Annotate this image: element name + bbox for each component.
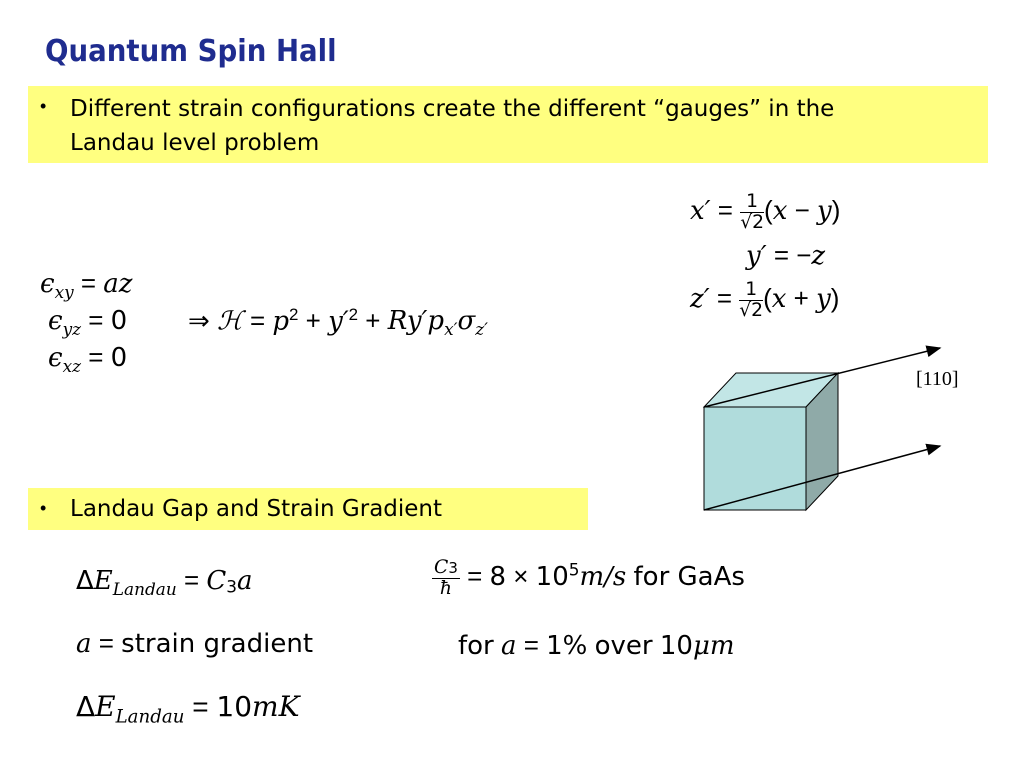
transform-x: x′ = $\frac{1}{√2}$ (x − y) bbox=[690, 191, 841, 233]
page-title: Quantum Spin Hall bbox=[45, 34, 337, 69]
transform-y: y′ = −z bbox=[746, 240, 826, 271]
crystal-cube-diagram bbox=[690, 340, 960, 520]
direction-label-110: [110] bbox=[916, 368, 959, 390]
length-value: 10 bbox=[659, 631, 693, 661]
strain-gradient-text: strain gradient bbox=[121, 629, 314, 659]
bullet-dot-1: • bbox=[40, 96, 47, 116]
strain-condition-eq: for a = 1% over 10μm bbox=[458, 630, 735, 661]
bullet-1-line-2: Landau level problem bbox=[70, 130, 320, 156]
landau-gap-value-eq: $\Delta E_{Landau} = 10mK$ bbox=[76, 690, 300, 728]
over-word: over bbox=[594, 631, 653, 661]
percent-value: 1% bbox=[546, 631, 588, 661]
bullet-dot-2: • bbox=[40, 498, 47, 518]
bullet-1-line-1: Different strain configurations create the different “gauges” in the bbox=[70, 96, 835, 122]
landau-gap-eq: $\Delta E_{Landau} = C_3a$ bbox=[76, 565, 253, 599]
cube-front-face bbox=[704, 407, 806, 510]
bullet-text-2: Landau Gap and Strain Gradient bbox=[70, 496, 443, 522]
c3-hbar-eq: $\frac{C3}{ħ}$ = $8 \times 10^5m/s$ for GaAs bbox=[434, 557, 745, 599]
hamiltonian-eq: ⇒ ℋ = $p^2 + y'^2 + Ry'p_{x'}\sigma_{z'}$ bbox=[188, 305, 488, 340]
strain-eq-xy: $\epsilon_{xy}$ = az bbox=[40, 268, 133, 302]
bullet-text-1 bbox=[70, 92, 834, 160]
strain-eq-yz: $\epsilon_{yz} = 0$ bbox=[48, 305, 128, 339]
for-gaas-text: for GaAs bbox=[633, 562, 745, 593]
strain-eq-xz: $\epsilon_{xz} = 0$ bbox=[48, 342, 128, 376]
for-word: for bbox=[458, 631, 494, 661]
transform-z: z′ = $\frac{1}{√2}$ (x + y) bbox=[690, 279, 840, 321]
strain-gradient-def: a = strain gradient bbox=[76, 628, 314, 659]
